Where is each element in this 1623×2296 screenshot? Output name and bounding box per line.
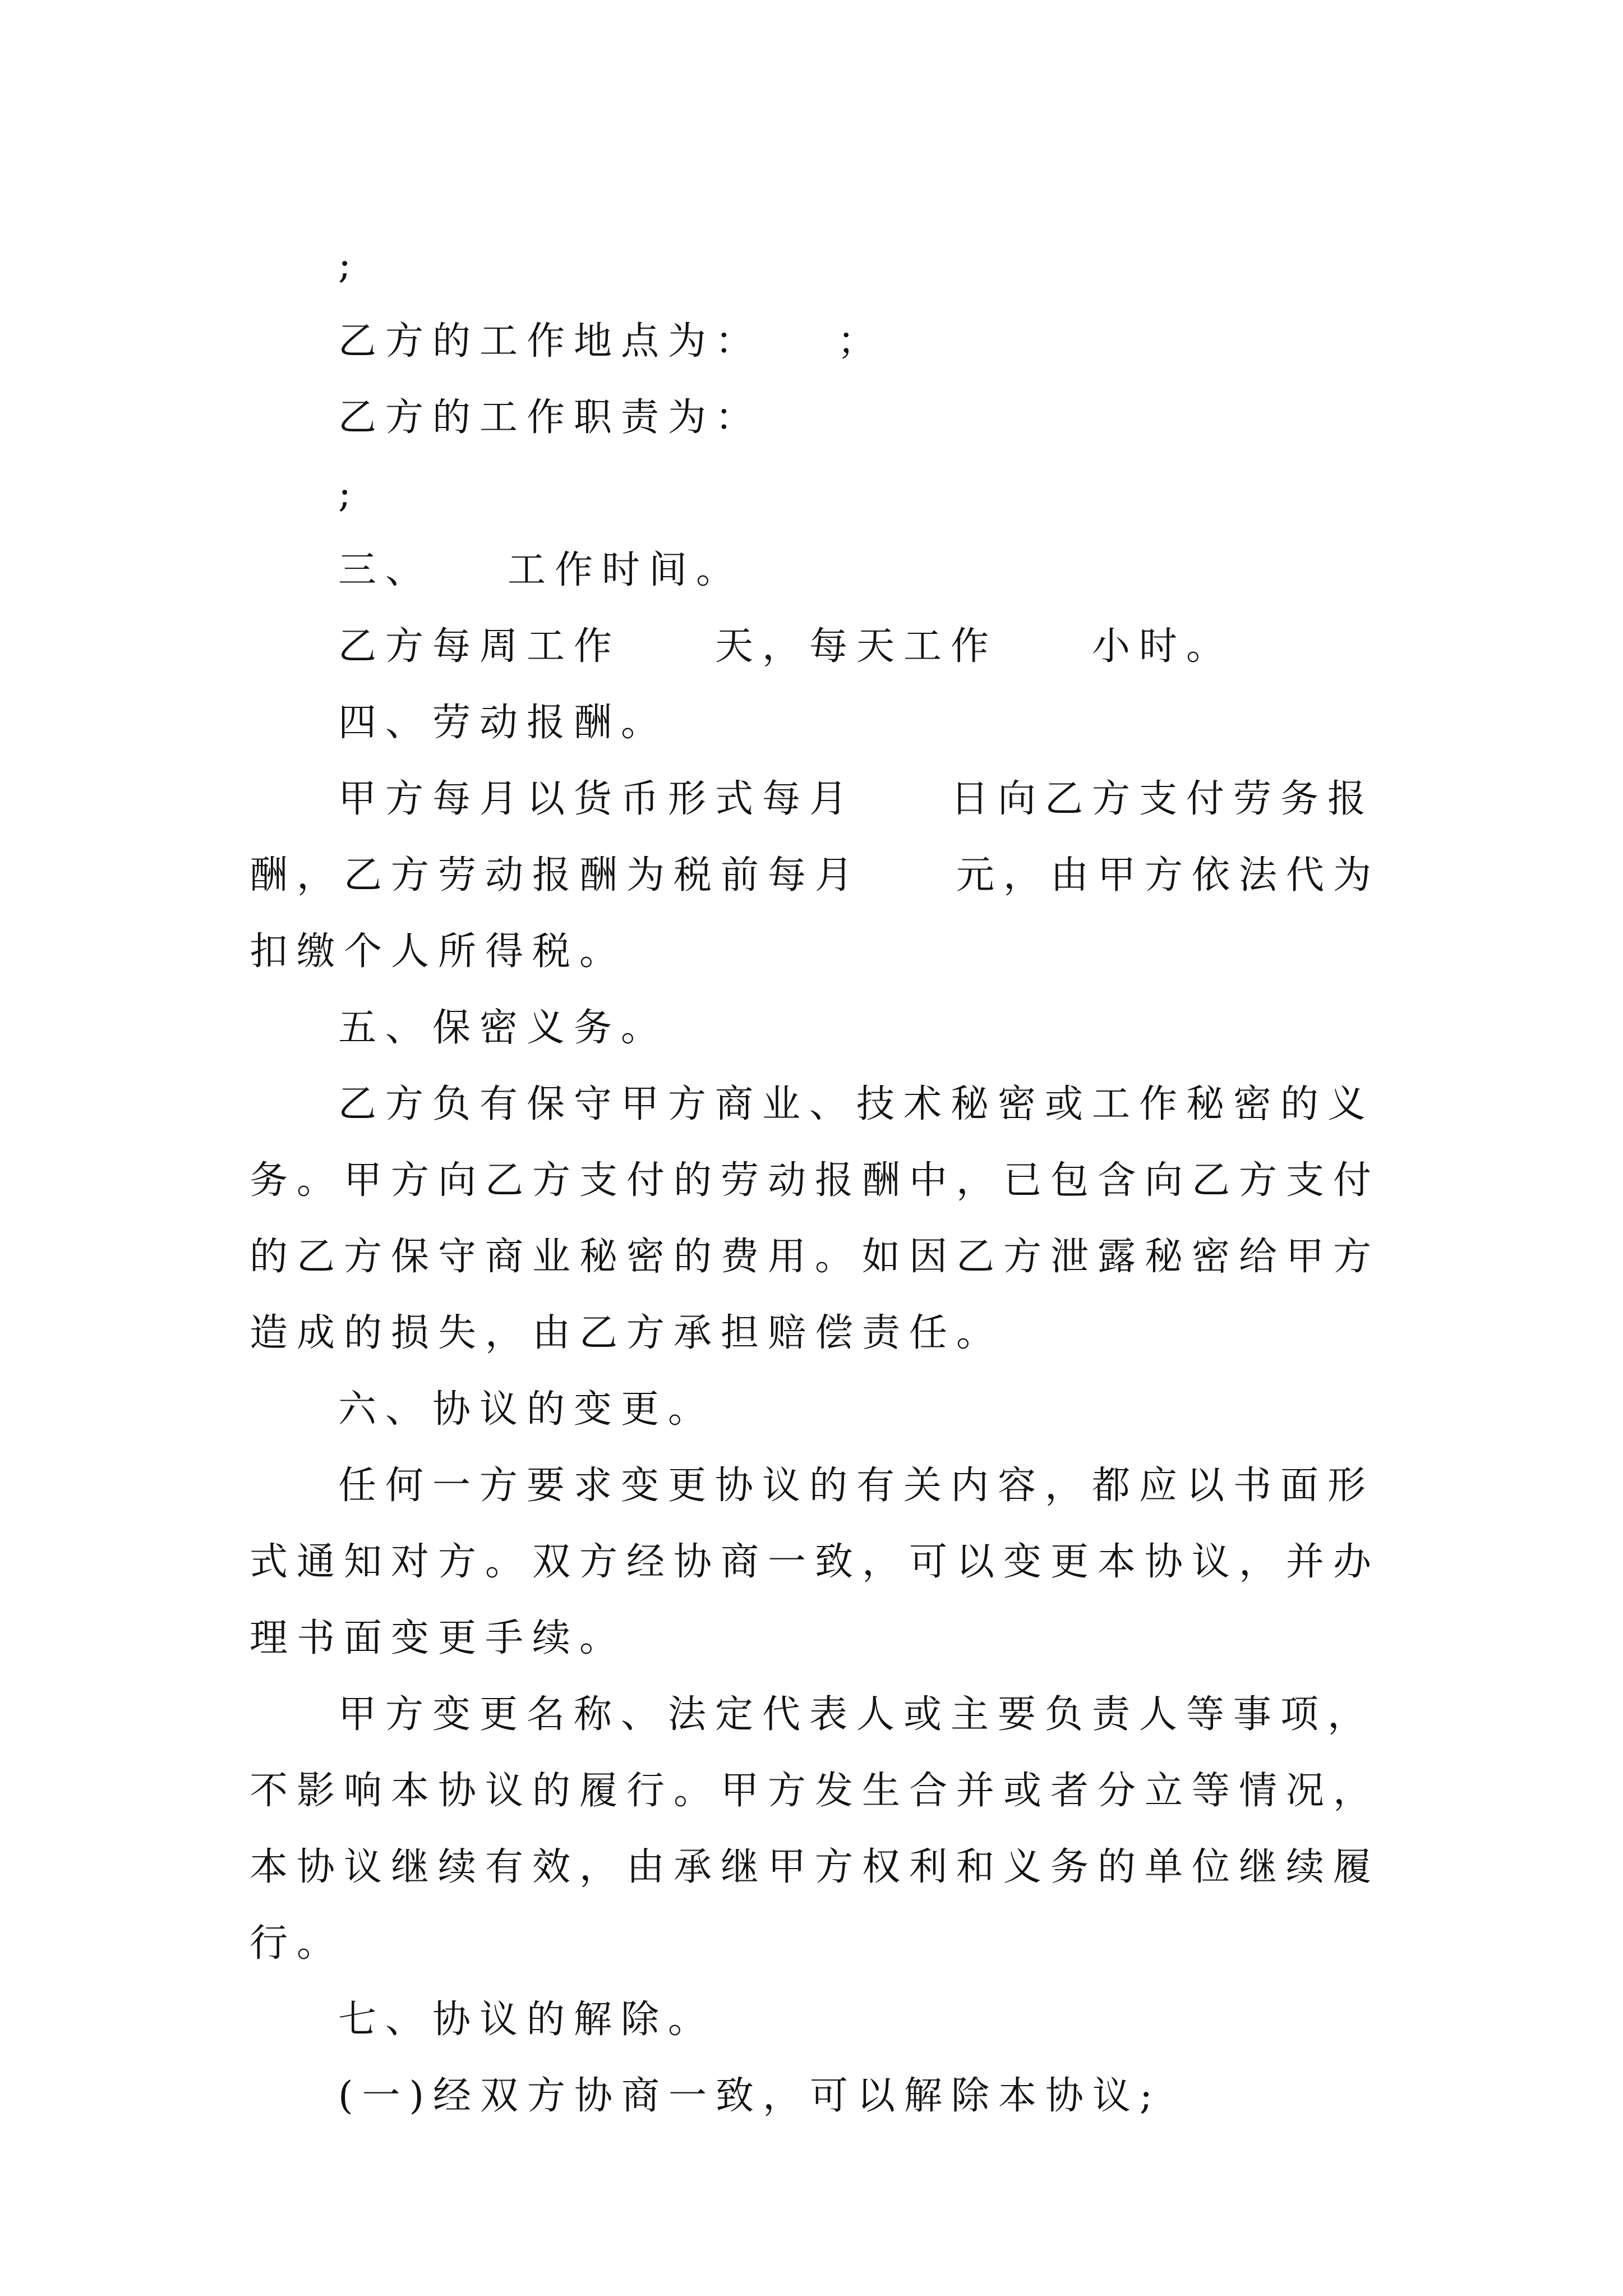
- paragraph-work-schedule: 乙方每周工作 天，每天工作 小时。: [338, 624, 1234, 669]
- section-heading-confidentiality: 五、保密义务。: [338, 1006, 668, 1050]
- document-body: [250, 227, 1394, 2134]
- section-heading-amendment: 六、协议的变更。: [338, 1387, 716, 1432]
- paragraph-work-duties: 乙方的工作职责为：: [338, 395, 763, 440]
- paragraph-confidentiality: 乙方负有保守甲方商业、技术秘密或工作秘密的义务。甲方向乙方支付的劳动报酬中，已包含向乙方支付的乙方保守商业秘密的费用。如因乙方泄露秘密给甲方造成的损失，由乙方承担赔偿责任。: [250, 1082, 1381, 1355]
- section-heading-remuneration: 四、劳动报酬。: [338, 701, 668, 745]
- section-heading-termination: 七、协议的解除。: [338, 1998, 716, 2042]
- paragraph-amendment: 任何一方要求变更协议的有关内容，都应以书面形式通知对方。双方经协商一致，可以变更本协议，并办理书面变更手续。: [250, 1464, 1381, 1660]
- paragraph-semicolon-2: ;: [338, 472, 360, 516]
- paragraph-party-a-changes: 甲方变更名称、法定代表人或主要负责人等事项，不影响本协议的履行。甲方发生合并或者分立等情况，本协议继续有效，由承继甲方权利和义务的单位继续履行。: [250, 1692, 1381, 1966]
- paragraph-semicolon-1: ;: [338, 243, 360, 287]
- paragraph-remuneration: 甲方每月以货币形式每月 日向乙方支付劳务报酬，乙方劳动报酬为税前每月 元，由甲方依法代为扣缴个人所得税。: [250, 777, 1381, 974]
- paragraph-work-location: 乙方的工作地点为： ；: [338, 319, 885, 364]
- section-heading-work-time: 三、 工作时间。: [338, 548, 744, 592]
- paragraph-termination-item-1: (一)经双方协商一致，可以解除本协议;: [338, 2074, 1161, 2118]
